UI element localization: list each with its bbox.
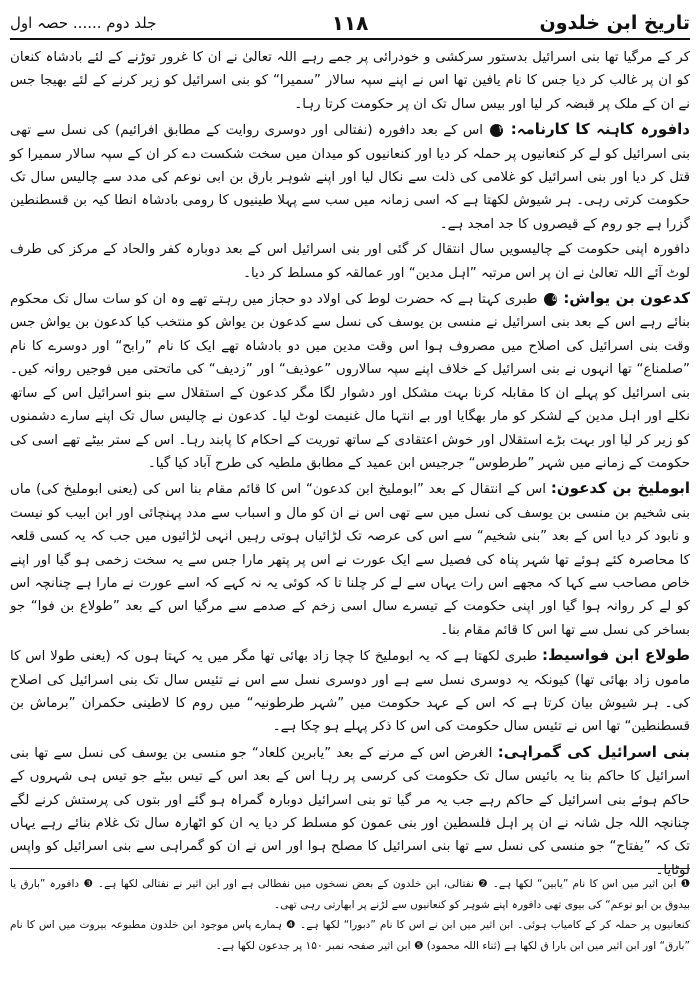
section-heading: ابوملیخ بن کدعون: bbox=[550, 479, 691, 498]
paragraph bbox=[10, 287, 690, 475]
footnote-marker: ۵ bbox=[544, 293, 557, 306]
section-heading: دافورہ کاہنہ کا کارنامہ: bbox=[510, 120, 690, 139]
page-header bbox=[10, 8, 690, 40]
section-heading: بنی اسرائیل کی گمراہی: bbox=[497, 742, 690, 761]
paragraph bbox=[10, 238, 690, 285]
paragraph-text: اس کے بعد دافورہ (نفتالی اور دوسری روایت کے مطابق افرائیم) کی نسل سے تھی بنی اسرائیل کو لے کر کنعانیوں پر حملہ کر دیا اور کنعانیوں کو میدان میں سخت شکست دے کر ان کے سپہ سالار سمیرا کو قتل کر دیا اور بنی اسرائیل کو غلامی کی ذلت سے نکال لیا اور اپنے شوہر بارق بن ابی نوعم کی مدد سے چالیس سال تک حکومت کرتی رہی۔ ہر شیوش لکھتا ہے کہ اسی زمانہ میں سب سے پہلا طینیوں کا رومی بادشاہ انطا کیہ بن قسطنطین گزرا ہے جو روم کے قیصروں کا جد امجد ہے۔ bbox=[10, 123, 690, 232]
paragraph-text: اس کے انتقال کے بعد ”ابوملیخ ابن کدعون“ اس کا قائم مقام بنا اس کی (یعنی ابوملیخ کی) ماں بنی شخیم بن منسی بن یوسف کی نسل میں سے تھی اس نے ان کو مال و اسباب سے مدد پہنچائی اور ابن ابیب کو نیست و نابود کر دیا اس کے بعد ”بنی شخیم“ سے اس کی عرصہ تک لڑائیاں ہوتی رہیں انہی لڑائیوں میں جب کہ یہ کسی قلعہ کا محاصرہ کئے ہوئے تھا شہر پناہ کی فصیل سے ایک عورت نے اس پر پتھر مارا جس سے یہ سخت زخمی ہو گیا اور اپنے خاص مصاحب سے کہا کہ مجھے اس رات یہاں سے لے کر چلنا تا کہ کوئی یہ نہ کہے کہ اسے عورت نے مارا ہے چنانچہ اس کو لے کر روانہ ہوا گیا اور اپنی حکومت کے تیسرے سال اسی زخم کے صدمے سے مرگیا اس کے بعد ”طولاع بن فوا“ جو بساخر کی نسل سے تھا اس کا قائم مقام بنا۔ bbox=[10, 482, 690, 638]
paragraph bbox=[10, 477, 690, 642]
paragraph-text: دافورہ اپنی حکومت کے چالیسویں سال انتقال کر گئی اور بنی اسرائیل اس کے بعد دوبارہ کفر والحاد کے مرکز کی طرف لوٹ آئے اللہ تعالیٰ نے ان پر اس مرتبہ ”اہل مدین“ اور عمالقہ کو مسلط کر دیا۔ bbox=[10, 242, 690, 281]
paragraph bbox=[10, 644, 690, 739]
section-heading: طولاع ابن فواسیط: bbox=[541, 646, 690, 665]
book-title: تاریخ ابن خلدون bbox=[539, 12, 690, 34]
paragraph-text: الغرض اس کے مرنے کے بعد ”یابرین کلعاد“ جو منسی بن یوسف کی نسل سے تھا بنی اسرائیل کا حاکم بنا یہ بائیس سال تک حکومت کی کرسی پر رہا اس کے بعد اس کے تیس بیٹے جو تیس ہی شہروں کے حاکم ہوئے بنی اسرائیل کے حاکم رہے جب یہ مر گیا تو بنی اسرائیل دوبارہ گمراہ ہو گئے اور بتوں کی پرستش کرنے لگے چنانچہ اللہ جل شانہ نے ان پر اہل فلسطین اور بنی عمون کو مسلط کر دیا یہ ان کو اٹھارہ سال تک غلام بنائے رہے یہاں تک کہ ”یفتاح“ جو منسی کی نسل سے تھا بنی اسرائیل کا مصلح ہوا اور اس نے ان کو گمراہی سے بنی اسرائیل کو واپس لوٹایا۔ bbox=[10, 745, 690, 878]
footnote-line: ❶ ابن اثیر میں اس کا نام ”یابین“ لکھا ہے۔ ❷ نفتالی، ابن خلدون کے بعض نسخوں میں نفطالی ہے اور ابن اثیر نے نفتالی لکھا ہے۔ ❸ دافورہ ”بارق یا بیدوق بن ابو نوعم“ کی بیوی تھی دافورہ اپنے شوہر کو کنعانیوں سے لڑنے پر ابھارتی رہی تھی۔ bbox=[10, 878, 690, 911]
body-text bbox=[10, 46, 690, 882]
paragraph bbox=[10, 741, 690, 882]
section-heading: کدعون بن یواش: bbox=[563, 289, 690, 308]
paragraph-text: کر کے مرگیا تھا بنی اسرائیل بدستور سرکشی و خودرائی پر جمے رہے اللہ تعالیٰ نے ان کا غرور توڑنے کے لئے بادشاہ کنعان کو ان پر غالب کر دیا جس کا نام یافین تھا اس نے اپنے سپہ سالار ”سمیرا“ کو بنی اسرائیل کو زیر کرنے کے لئے بھیجا جس نے ان کے ملک پر قبضہ کر لیا اور بیس سال تک ان پر حکومت کرتا رہا۔ bbox=[10, 50, 690, 112]
paragraph bbox=[10, 118, 690, 236]
footnote-line: کنعانیوں پر حملہ کر کے کامیاب ہوئی۔ ابن اثیر میں ابن نے اس کا نام ”دبورا“ لکھا ہے۔ ❹ ہمارے پاس موجود ابن خلدون مطبوعہ بیروت میں اس کا نام ”بارق“ اور ابن اثیر میں ابن بارا ق لکھا ہے (ثناء اللہ محمود) ❺ ابن اثیر صفحہ نمبر ۱۵۰ پر جدعون لکھا ہے۔ bbox=[10, 919, 690, 952]
paragraph bbox=[10, 46, 690, 116]
page-number: ۱۱۸ bbox=[331, 11, 369, 35]
footnote-divider bbox=[10, 868, 690, 869]
volume-label: جلد دوم ...... حصہ اول bbox=[10, 14, 157, 32]
paragraph-text: طبری لکھتا ہے کہ یہ ابوملیخ کا چچا زاد بھائی تھا مگر میں یہ کہتا ہوں کہ (یعنی طولا اس کا ماموں زاد بھائی تھا) کیونکہ یہ دوسری نسل سے ہے اور دوسری نسل سے اس نے تئیس سال تک بنی اسرائیل کی اصلاح کی۔ ہر شیوش بیان کرتا ہے کہ اس کے عہد حکومت میں ”شہر طرطونیہ“ میں روم کا لاطینی حکمران ”برماش بن قسطنطین“ تھا اس نے تئیس سال حکومت کی اس کا ذکر پہلے ہو چکا ہے۔ bbox=[10, 649, 690, 735]
paragraph-text: طبری کہتا ہے کہ حضرت لوط کی اولاد دو حجاز میں رہتے تھے وہ ان کو سات سال تک محکوم بنائے رہے اس کے بعد بنی اسرائیل نے منسی بن یوسف کی نسل سے کدعون بن یواش کو منتخب کیا کدعون بن یواش جس وقت بنی اسرائیل کی اصلاح میں مصروف ہوا اس وقت مدین میں دو بادشاہ تھے ایک کا نام ”رابح“ اور دوسرے کا نام ”صلمناع“ تھا انہوں نے بنی اسرائیل کے خلاف اپنے سپہ سالاروں ”عوذیف“ اور ”زدیف“ کی ماتحتی میں فوجیں روانہ کیں۔ بنی اسرائیل کو پہلے ان کا مقابلہ کرنا بہت مشکل اور دشوار لگا مگر کدعون کے استقلال سے بنو اسرائیل اس کے ساتھ نکلے اور اہل مدین کے لشکر کو مار بھگایا اور بے انتہا مال غنیمت لوٹ لیا۔ کدعون نے چالیس سال تک اپنے سارے دشمنوں کو زیر کر لیا اور بہت بڑے استقلال اور خوش اعتقادی کے ساتھ توریت کے احکام کا پابند رہا۔ اس کے ستر بیٹے تھے اسی کی حکومت کے زمانے میں شہر ”طرطوس“ جرجیس ابن عمید کے مطابق ملطیہ کی طرح آباد کیا گیا۔ bbox=[10, 292, 690, 471]
footnotes bbox=[10, 874, 690, 956]
footnote-marker: ۲ bbox=[490, 124, 503, 137]
